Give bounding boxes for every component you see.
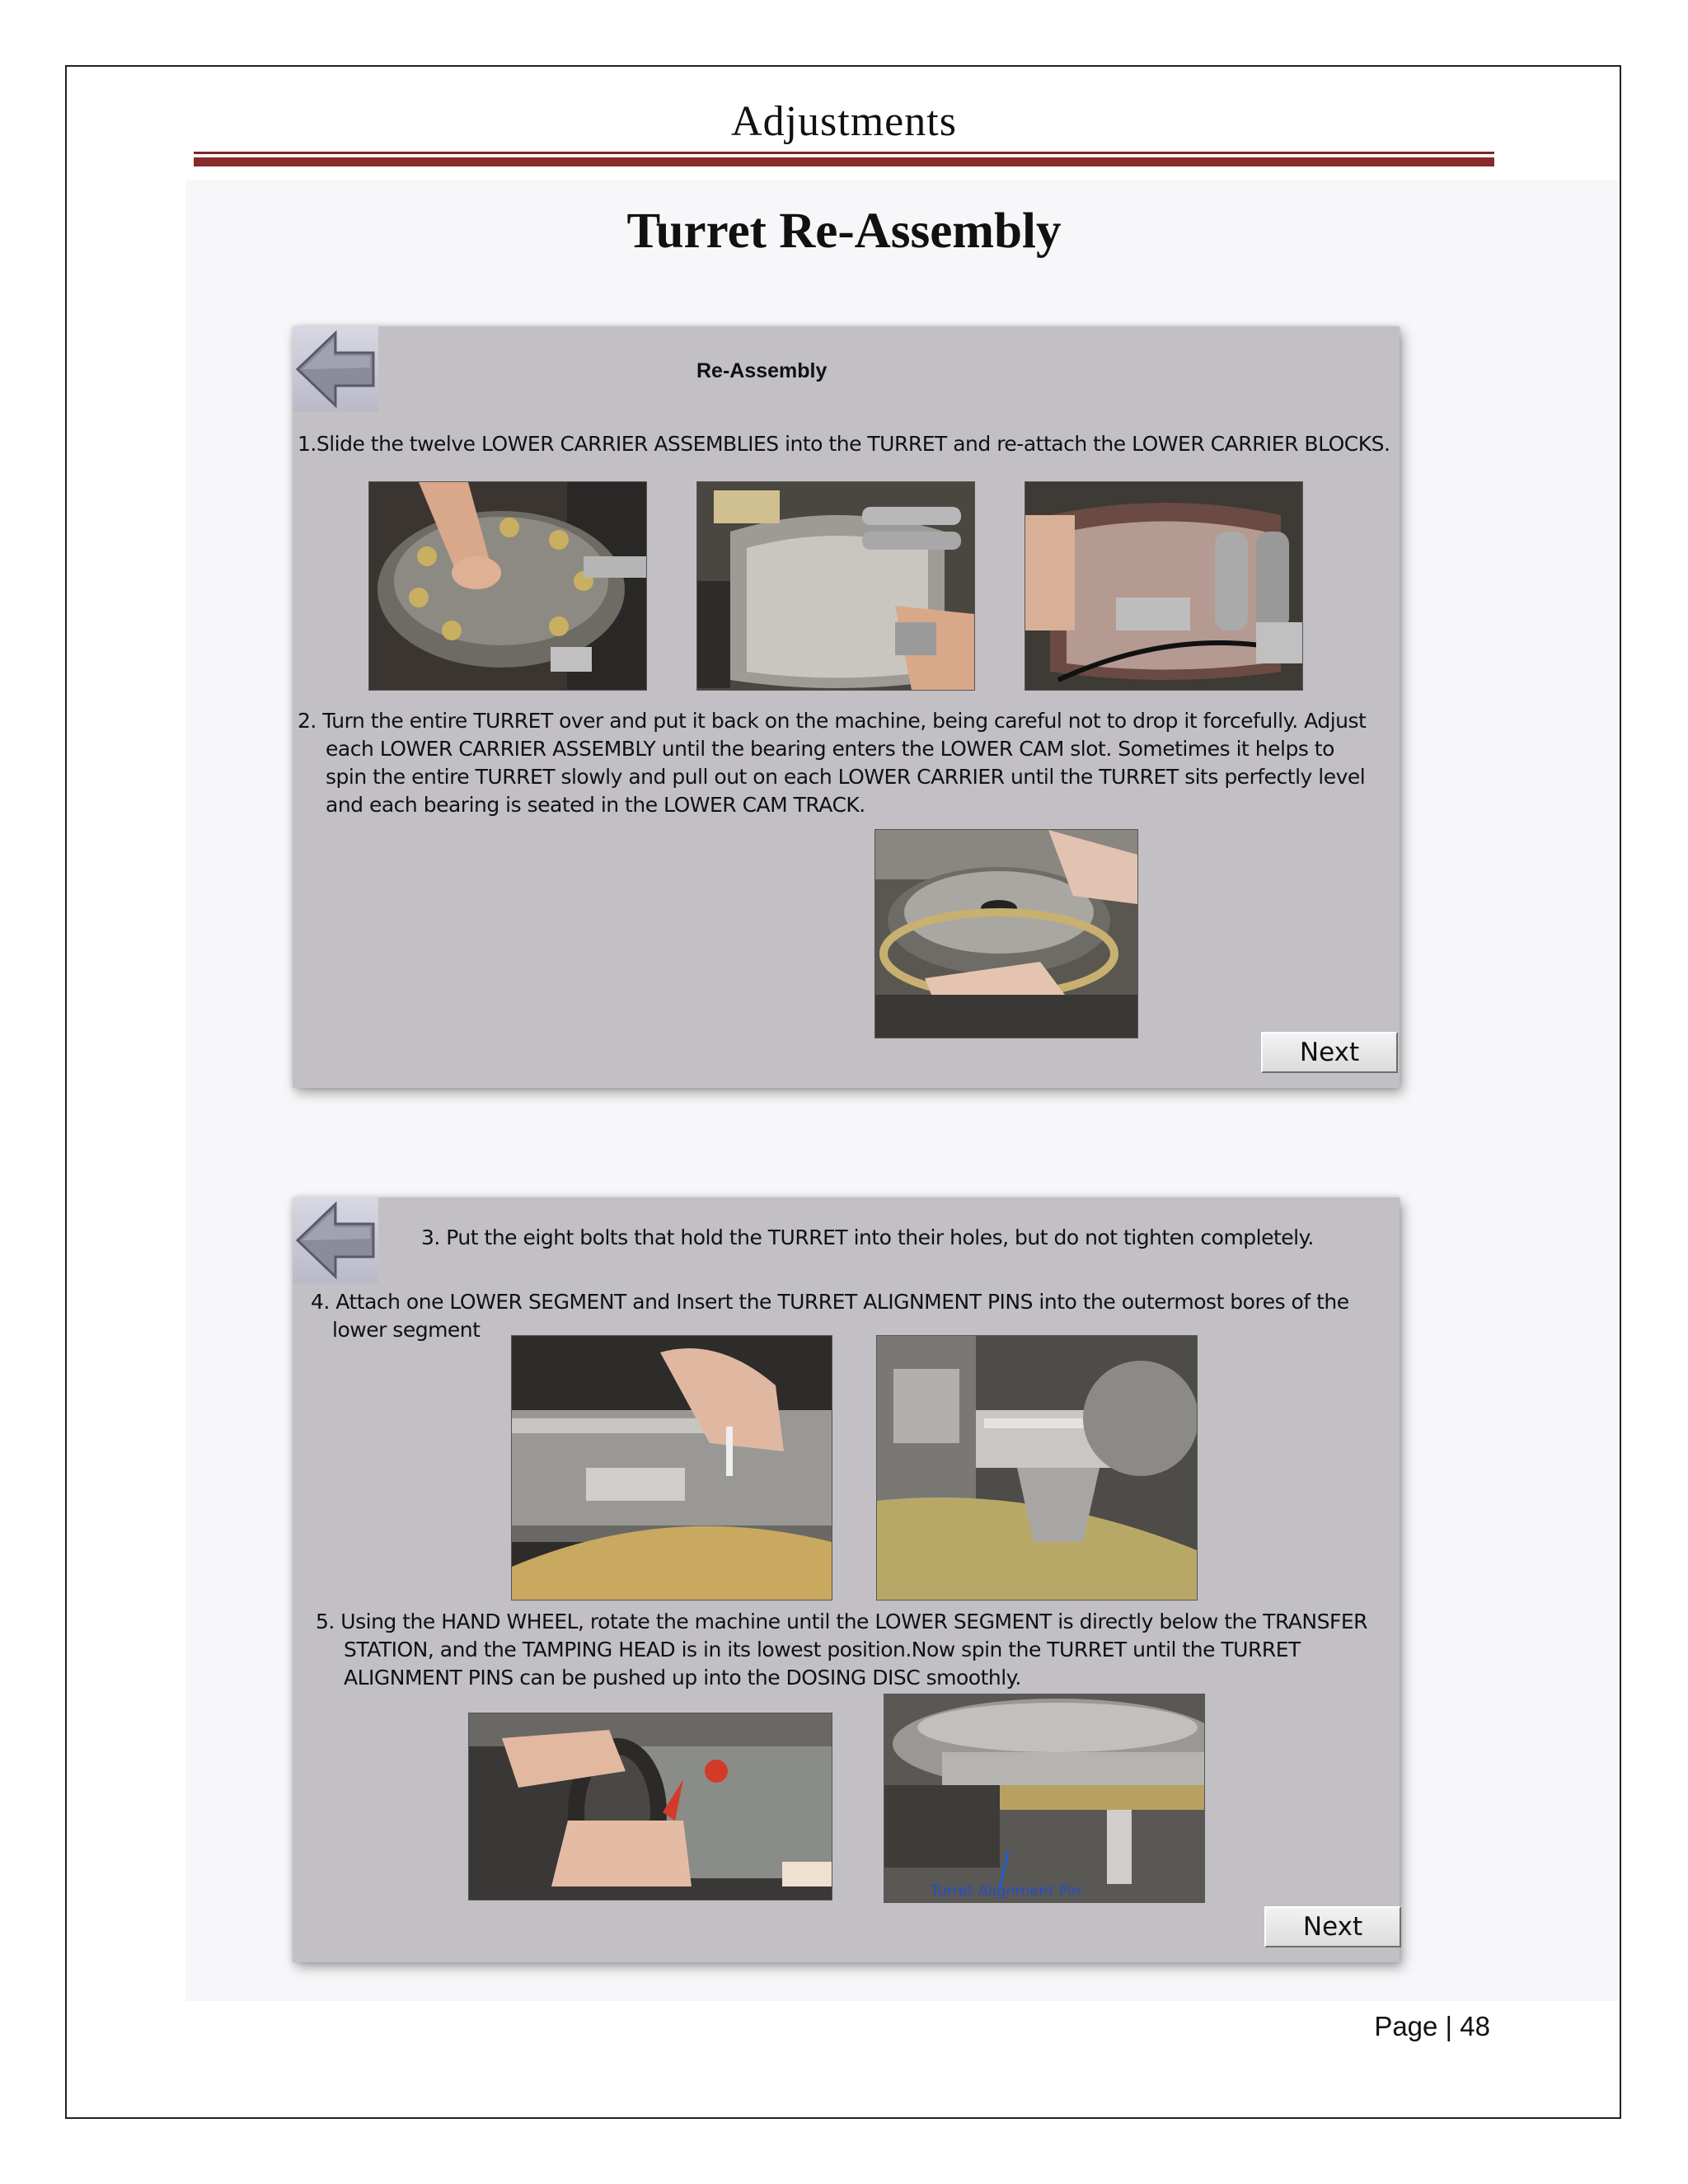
- step-5-photo-1: [468, 1713, 832, 1900]
- panel-heading: Re-Assembly: [696, 359, 828, 382]
- step-1-photo-3: [1025, 481, 1303, 691]
- step-1-photo-1: [368, 481, 647, 691]
- reassembly-panel-2: [293, 1197, 1400, 1962]
- photo-caption: Turret Alignment Pin: [931, 1882, 1081, 1900]
- reassembly-panel-1: [293, 326, 1400, 1088]
- document-title: Turret Re-Assembly: [626, 204, 1062, 259]
- next-button[interactable]: Next: [1264, 1906, 1401, 1947]
- back-button[interactable]: [293, 326, 378, 412]
- step-5-text: 5. Using the HAND WHEEL, rotate the machine until the LOWER SEGMENT is directly below the TRANSFER STATION, and the TAMPING HEAD is in its lowest position.Now spin the TURRET until the TURRET ALIGNMENT PINS can be pushed up into the DOSING DISC smoothly.: [316, 1610, 1368, 1690]
- step-4-photo-2: [876, 1335, 1198, 1601]
- step-1-text: 1.Slide the twelve LOWER CARRIER ASSEMBLIES into the TURRET and re-attach the LOWER CARRIER BLOCKS.: [298, 432, 1390, 456]
- step-5-photo-2: [884, 1694, 1205, 1903]
- next-button[interactable]: Next: [1261, 1032, 1398, 1073]
- step-1-photo-2: [696, 481, 975, 691]
- back-button[interactable]: [293, 1197, 378, 1283]
- step-2-photo: [874, 829, 1138, 1038]
- step-3-text: 3. Put the eight bolts that hold the TURRET into their holes, but do not tighten completely.: [421, 1226, 1314, 1249]
- step-2-text: 2. Turn the entire TURRET over and put it back on the machine, being careful not to drop it forcefully. Adjust each LOWER CARRIER ASSEMBLY until the bearing enters the LOWER CAM slot. Sometimes it helps to spin the entire TURRET slowly and pull out on each LOWER CARRIER until the TURRET sits perfectly level and each bearing is seated in the LOWER CAM TRACK.: [298, 709, 1367, 817]
- step-4-photo-1: [511, 1335, 832, 1601]
- header-rule-thin: [194, 152, 1494, 154]
- step-4-text: 4. Attach one LOWER SEGMENT and Insert the TURRET ALIGNMENT PINS into the outermost bores of the lower segment: [311, 1290, 1349, 1342]
- back-arrow-icon: [293, 326, 378, 412]
- header-rule-thick: [194, 157, 1494, 166]
- back-arrow-icon: [293, 1197, 378, 1283]
- page-number: Page | 48: [1374, 2011, 1490, 2041]
- page-header-title: Adjustments: [731, 98, 957, 145]
